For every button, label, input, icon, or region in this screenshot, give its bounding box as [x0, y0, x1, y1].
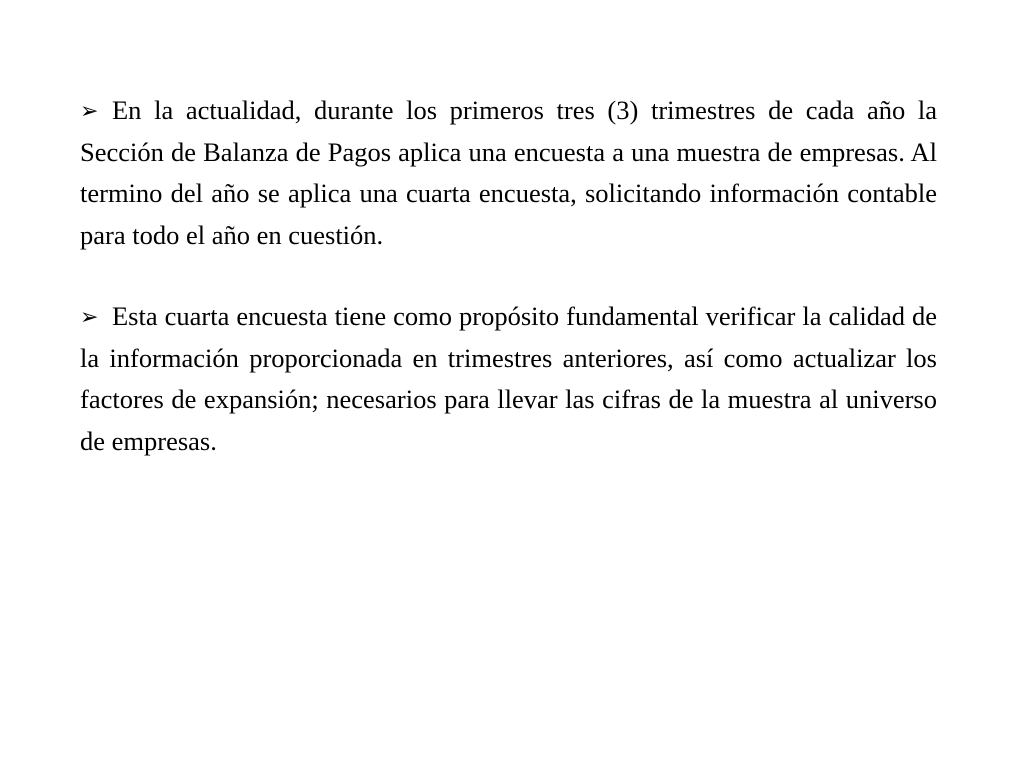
bullet-text-1: En la actualidad, durante los primeros tres (3) trimestres de cada año la Sección de Balanza de Pagos aplica una encuesta a una muestra de empresas. Al termino del año se aplica una cuarta encuesta, solicitando información contable para todo el año en cuestión. [80, 95, 937, 250]
bullet-item-2 [80, 296, 937, 462]
bullet-item-1 [80, 90, 937, 256]
bullet-text-2: Esta cuarta encuesta tiene como propósito fundamental verificar la calidad de la información proporcionada en trimestres anteriores, así como actualizar los factores de expansión; necesarios para llevar las cifras de la muestra al universo de empresas. [80, 301, 937, 456]
slide-content [80, 90, 937, 502]
arrow-bullet-icon: ➢ [80, 98, 99, 123]
arrow-bullet-icon: ➢ [80, 304, 99, 329]
